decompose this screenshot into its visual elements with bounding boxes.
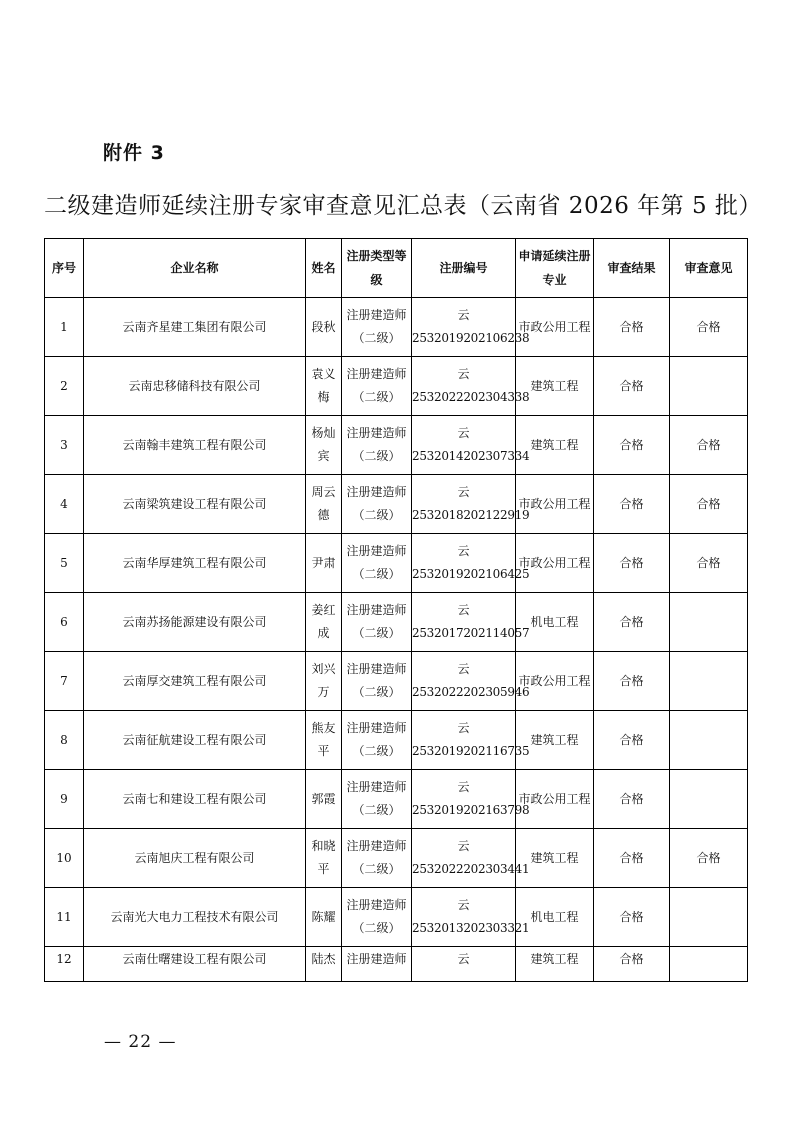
cell-result: 合格	[594, 357, 670, 416]
cell-reg-type-line2: （二级）	[352, 390, 401, 404]
cell-specialty: 市政公用工程	[516, 298, 594, 357]
cell-reg-type	[342, 475, 412, 534]
cell-reg-no-line2: 2532019202106425	[412, 567, 530, 581]
cell-reg-no-line2: 2532017202114057	[412, 626, 530, 640]
cell-result: 合格	[594, 947, 670, 982]
cell-company: 云南征航建设工程有限公司	[84, 711, 306, 770]
table-row	[45, 593, 748, 652]
cell-seq: 3	[45, 416, 84, 475]
cell-reg-no-line1: 云	[457, 544, 470, 558]
cell-reg-no	[412, 357, 530, 416]
cell-specialty: 建筑工程	[516, 357, 594, 416]
cell-reg-type-line2: （二级）	[352, 508, 401, 522]
cell-specialty: 建筑工程	[516, 829, 594, 888]
cell-company: 云南仕曙建设工程有限公司	[84, 947, 306, 982]
cell-name: 熊友平	[306, 711, 342, 770]
table-row	[45, 711, 748, 770]
cell-company: 云南光大电力工程技术有限公司	[84, 888, 306, 947]
cell-result: 合格	[594, 829, 670, 888]
cell-reg-type-line1: 注册建造师	[346, 485, 407, 499]
cell-seq: 2	[45, 357, 84, 416]
table-row	[45, 829, 748, 888]
cell-reg-no-line1: 云	[457, 662, 470, 676]
cell-seq: 5	[45, 534, 84, 593]
cell-specialty: 市政公用工程	[516, 534, 594, 593]
cell-seq: 11	[45, 888, 84, 947]
table-row	[45, 888, 748, 947]
cell-reg-no-line1: 云	[457, 721, 470, 735]
table-body	[45, 298, 748, 982]
cell-opinion	[670, 652, 748, 711]
cell-result: 合格	[594, 770, 670, 829]
cell-opinion	[670, 770, 748, 829]
cell-reg-type-line2: （二级）	[352, 803, 401, 817]
cell-reg-no	[412, 770, 530, 829]
cell-opinion	[670, 888, 748, 947]
cell-seq: 7	[45, 652, 84, 711]
cell-company: 云南华厚建筑工程有限公司	[84, 534, 306, 593]
cell-reg-no	[412, 652, 530, 711]
cell-seq: 6	[45, 593, 84, 652]
cell-name: 郭霞	[306, 770, 342, 829]
cell-opinion: 合格	[670, 829, 748, 888]
cell-result: 合格	[594, 593, 670, 652]
document-title: 二级建造师延续注册专家审查意见汇总表（云南省 2026 年第 5 批）	[44, 193, 762, 219]
table-row	[45, 475, 748, 534]
cell-reg-type-line1: 注册建造师	[346, 603, 407, 617]
cell-opinion	[670, 593, 748, 652]
cell-reg-no-line1: 云	[457, 367, 470, 381]
header-specialty-line1: 申请延续注册	[518, 249, 591, 263]
cell-reg-type-line1: 注册建造师	[346, 839, 407, 853]
header-reg-type-line2: 级	[370, 273, 383, 287]
cell-reg-no	[412, 298, 530, 357]
cell-result: 合格	[594, 534, 670, 593]
cell-seq: 1	[45, 298, 84, 357]
cell-specialty: 建筑工程	[516, 947, 594, 982]
table-row	[45, 947, 748, 982]
cell-reg-no-line2: 2532022202304338	[412, 390, 530, 404]
cell-reg-no-line2: 2532019202106238	[412, 331, 530, 345]
cell-opinion	[670, 711, 748, 770]
cell-reg-type	[342, 770, 412, 829]
cell-reg-no-line1: 云	[457, 952, 470, 966]
cell-seq: 8	[45, 711, 84, 770]
cell-name: 陈耀	[306, 888, 342, 947]
cell-name: 杨灿宾	[306, 416, 342, 475]
cell-company: 云南齐星建工集团有限公司	[84, 298, 306, 357]
cell-opinion: 合格	[670, 298, 748, 357]
cell-name: 和晓平	[306, 829, 342, 888]
cell-reg-no-line1: 云	[457, 308, 470, 322]
header-reg-no: 注册编号	[412, 239, 516, 298]
cell-company: 云南厚交建筑工程有限公司	[84, 652, 306, 711]
table-header-row	[45, 239, 748, 298]
review-summary-table	[44, 238, 748, 982]
cell-company: 云南翰丰建筑工程有限公司	[84, 416, 306, 475]
cell-reg-type-line1: 注册建造师	[346, 308, 407, 322]
header-opinion: 审查意见	[670, 239, 748, 298]
cell-result: 合格	[594, 652, 670, 711]
cell-reg-type-line2: （二级）	[352, 685, 401, 699]
attachment-label: 附件 3	[103, 142, 165, 164]
cell-specialty: 市政公用工程	[516, 652, 594, 711]
cell-name: 袁义梅	[306, 357, 342, 416]
cell-result: 合格	[594, 416, 670, 475]
cell-specialty: 市政公用工程	[516, 475, 594, 534]
cell-opinion: 合格	[670, 475, 748, 534]
cell-reg-type-line1: 注册建造师	[346, 544, 407, 558]
cell-company: 云南忠移储科技有限公司	[84, 357, 306, 416]
cell-name: 段秋	[306, 298, 342, 357]
cell-seq: 9	[45, 770, 84, 829]
cell-reg-type	[342, 534, 412, 593]
cell-specialty: 机电工程	[516, 593, 594, 652]
cell-reg-no-line2: 2532022202305946	[412, 685, 530, 699]
cell-company: 云南七和建设工程有限公司	[84, 770, 306, 829]
cell-reg-type-line1: 注册建造师	[346, 898, 407, 912]
cell-reg-type-line2: （二级）	[352, 862, 401, 876]
cell-result: 合格	[594, 298, 670, 357]
cell-reg-type	[342, 888, 412, 947]
cell-reg-type-line2: （二级）	[352, 921, 401, 935]
cell-opinion: 合格	[670, 534, 748, 593]
cell-reg-type-line2: （二级）	[352, 626, 401, 640]
cell-reg-no-line2: 2532013202303321	[412, 921, 530, 935]
cell-name: 陆杰	[306, 947, 342, 982]
cell-reg-type-line1: 注册建造师	[346, 426, 407, 440]
table-row	[45, 534, 748, 593]
header-reg-type-line1: 注册类型等	[346, 249, 407, 263]
cell-reg-type-line2: （二级）	[352, 331, 401, 345]
cell-reg-type	[342, 357, 412, 416]
cell-name: 周云德	[306, 475, 342, 534]
cell-reg-no	[412, 711, 530, 770]
page-number: — 22 —	[104, 1032, 177, 1052]
cell-name: 尹肃	[306, 534, 342, 593]
header-result: 审查结果	[594, 239, 670, 298]
cell-reg-type-line1: 注册建造师	[346, 721, 407, 735]
cell-name: 姜红成	[306, 593, 342, 652]
cell-reg-no	[412, 947, 516, 982]
cell-company: 云南苏扬能源建设有限公司	[84, 593, 306, 652]
cell-reg-type	[342, 298, 412, 357]
cell-seq: 10	[45, 829, 84, 888]
cell-reg-type-line2: （二级）	[352, 449, 401, 463]
cell-opinion: 合格	[670, 416, 748, 475]
cell-reg-type-line1: 注册建造师	[346, 952, 407, 966]
cell-result: 合格	[594, 711, 670, 770]
cell-company: 云南梁筑建设工程有限公司	[84, 475, 306, 534]
table-row	[45, 770, 748, 829]
cell-reg-type-line1: 注册建造师	[346, 367, 407, 381]
cell-reg-no-line2: 2532019202163798	[412, 803, 530, 817]
cell-specialty: 建筑工程	[516, 711, 594, 770]
cell-opinion	[670, 947, 748, 982]
cell-result: 合格	[594, 888, 670, 947]
cell-reg-no	[412, 416, 530, 475]
header-name: 姓名	[306, 239, 342, 298]
cell-reg-type-line1: 注册建造师	[346, 780, 407, 794]
cell-reg-no-line2: 2532014202307334	[412, 449, 530, 463]
cell-specialty: 市政公用工程	[516, 770, 594, 829]
cell-reg-no	[412, 888, 530, 947]
cell-reg-no-line1: 云	[457, 426, 470, 440]
table-row	[45, 416, 748, 475]
cell-reg-no	[412, 829, 530, 888]
cell-reg-type	[342, 593, 412, 652]
header-specialty-line2: 专业	[542, 273, 567, 287]
cell-specialty: 建筑工程	[516, 416, 594, 475]
header-reg-type	[342, 239, 412, 298]
header-seq: 序号	[45, 239, 84, 298]
cell-reg-no-line2: 2532022202303441	[412, 862, 530, 876]
table-row	[45, 652, 748, 711]
cell-company: 云南旭庆工程有限公司	[84, 829, 306, 888]
cell-reg-no-line1: 云	[457, 898, 470, 912]
cell-name: 刘兴万	[306, 652, 342, 711]
cell-result: 合格	[594, 475, 670, 534]
cell-reg-no-line1: 云	[457, 839, 470, 853]
cell-reg-type	[342, 711, 412, 770]
cell-reg-no-line2: 2532019202116735	[412, 744, 530, 758]
header-company: 企业名称	[84, 239, 306, 298]
cell-reg-no	[412, 475, 530, 534]
cell-reg-type	[342, 416, 412, 475]
cell-seq: 12	[45, 947, 84, 982]
cell-reg-no	[412, 593, 530, 652]
cell-reg-type-line2: （二级）	[352, 567, 401, 581]
cell-reg-type-line1: 注册建造师	[346, 662, 407, 676]
cell-reg-no-line1: 云	[457, 780, 470, 794]
cell-reg-no-line1: 云	[457, 603, 470, 617]
table-row	[45, 357, 748, 416]
header-specialty	[516, 239, 594, 298]
cell-reg-no	[412, 534, 530, 593]
cell-reg-type	[342, 947, 412, 982]
cell-reg-type	[342, 652, 412, 711]
table-row	[45, 298, 748, 357]
cell-specialty: 机电工程	[516, 888, 594, 947]
cell-reg-no-line2: 2532018202122919	[412, 508, 530, 522]
cell-reg-no-line1: 云	[457, 485, 470, 499]
cell-reg-type-line2: （二级）	[352, 744, 401, 758]
cell-seq: 4	[45, 475, 84, 534]
cell-opinion	[670, 357, 748, 416]
cell-reg-type	[342, 829, 412, 888]
